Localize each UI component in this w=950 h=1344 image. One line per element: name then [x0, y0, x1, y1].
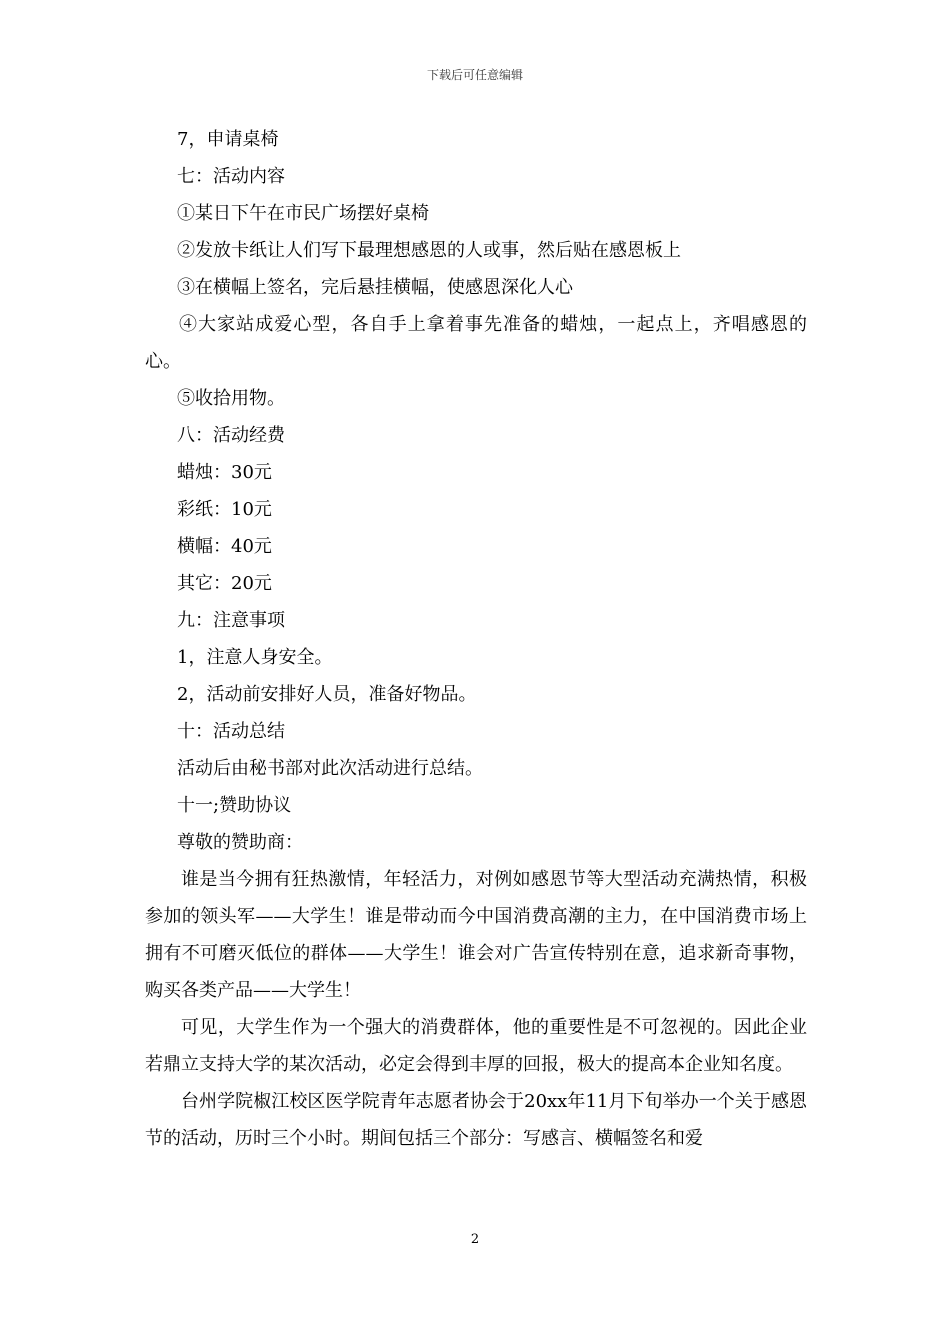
- body-paragraph: 谁是当今拥有狂热激情，年轻活力，对例如感恩节等大型活动充满热情，积极参加的领头军——大学生！谁是带动而今中国消费高潮的主力，在中国消费市场上拥有不可磨灭低位的群体——大学生！谁会对广告宣传特别在意，追求新奇事物，购买各类产品——大学生！: [145, 869, 807, 1001]
- salutation: 尊敬的赞助商：: [177, 832, 303, 853]
- section-heading: 九：注意事项: [177, 610, 285, 631]
- list-item-paragraph: ④大家站成爱心型，各自手上拿着事先准备的蜡烛，一起点上，齐唱感恩的心。: [145, 314, 807, 372]
- list-item: ③在横幅上签名，完后悬挂横幅，使感恩深化人心: [177, 277, 573, 298]
- text-line: 2，活动前安排好人员，准备好物品。: [177, 684, 477, 705]
- section-heading: 七：活动内容: [177, 166, 285, 187]
- expense-item: 其它：20元: [177, 573, 272, 594]
- list-item: ②发放卡纸让人们写下最理想感恩的人或事，然后贴在感恩板上: [177, 240, 681, 261]
- text-line: 7，申请桌椅: [177, 129, 279, 150]
- section-heading: 八：活动经费: [177, 425, 285, 446]
- expense-item: 彩纸：10元: [177, 499, 272, 520]
- document-body: [145, 121, 807, 1157]
- section-heading: 十：活动总结: [177, 721, 285, 742]
- text-line: 1，注意人身安全。: [177, 647, 333, 668]
- expense-item: 蜡烛：30元: [177, 462, 272, 483]
- section-heading: 十一;赞助协议: [177, 795, 292, 816]
- body-paragraph: 可见，大学生作为一个强大的消费群体，他的重要性是不可忽视的。因此企业若鼎立支持大学的某次活动，必定会得到丰厚的回报，极大的提高本企业知名度。: [145, 1017, 807, 1075]
- page-number: 2: [470, 1232, 480, 1247]
- body-paragraph: 台州学院椒江校区医学院青年志愿者协会于20xx年11月下旬举办一个关于感恩节的活动，历时三个小时。期间包括三个部分：写感言、横幅签名和爱: [145, 1091, 807, 1149]
- list-item: ⑤收拾用物。: [177, 388, 285, 409]
- list-item: ①某日下午在市民广场摆好桌椅: [177, 203, 429, 224]
- page-header: 下载后可任意编辑: [426, 68, 523, 82]
- expense-item: 横幅：40元: [177, 536, 272, 557]
- text-line: 活动后由秘书部对此次活动进行总结。: [177, 758, 483, 779]
